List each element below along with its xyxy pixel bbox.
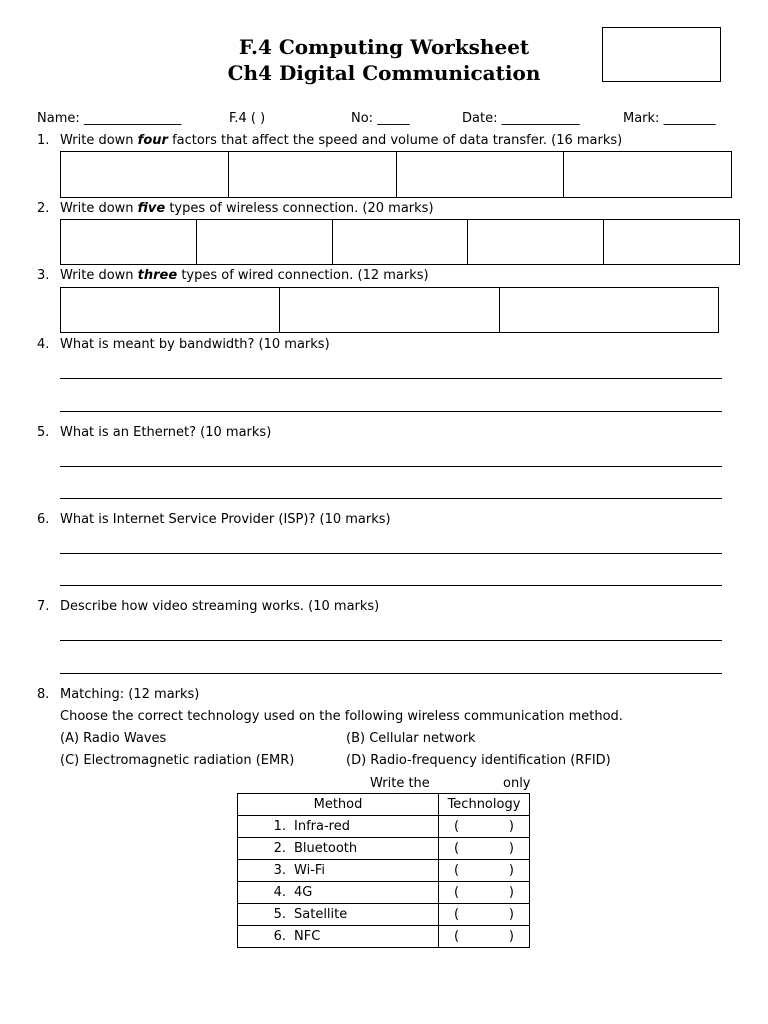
- answer-boxes-q2: [60, 219, 740, 265]
- table-row: [238, 904, 530, 926]
- question-number: 2.: [37, 201, 50, 216]
- number-field: No: _____: [351, 111, 410, 126]
- answer-boxes-q1: [60, 151, 732, 198]
- name-field: Name: _______________: [37, 111, 182, 126]
- answer-line[interactable]: [60, 585, 722, 586]
- technology-answer[interactable]: ( ): [439, 816, 530, 838]
- answer-line[interactable]: [60, 466, 722, 467]
- table-row: [238, 882, 530, 904]
- question-text: Write down three types of wired connection. (12 marks): [60, 268, 429, 283]
- method-cell: 2. Bluetooth: [238, 838, 439, 860]
- answer-box[interactable]: [61, 220, 196, 264]
- answer-line[interactable]: [60, 673, 722, 674]
- answer-boxes-q3: [60, 287, 719, 333]
- question-text: Write down five types of wireless connection. (20 marks): [60, 201, 434, 216]
- mark-field: Mark: ________: [623, 111, 716, 126]
- answer-box[interactable]: [228, 152, 396, 197]
- technology-answer[interactable]: ( ): [439, 860, 530, 882]
- answer-box[interactable]: [603, 220, 739, 264]
- answer-box[interactable]: [467, 220, 603, 264]
- technology-answer[interactable]: ( ): [439, 904, 530, 926]
- question-number: 1.: [37, 133, 50, 148]
- technology-answer[interactable]: ( ): [439, 926, 530, 948]
- write-instruction-suffix: only: [503, 776, 531, 791]
- question-number: 5.: [37, 425, 50, 440]
- answer-box[interactable]: [61, 152, 228, 197]
- worksheet-title-line2: Ch4 Digital Communication: [227, 61, 541, 85]
- question-text: What is an Ethernet? (10 marks): [60, 425, 272, 440]
- method-cell: 3. Wi-Fi: [238, 860, 439, 882]
- option-b: (B) Cellular network: [346, 731, 476, 746]
- method-cell: 1. Infra-red: [238, 816, 439, 838]
- answer-box[interactable]: [196, 220, 332, 264]
- write-instruction-prefix: Write the: [370, 776, 430, 791]
- answer-line[interactable]: [60, 498, 722, 499]
- question-number: 4.: [37, 337, 50, 352]
- option-c: (C) Electromagnetic radiation (EMR): [60, 753, 295, 768]
- question-text: Matching: (12 marks): [60, 687, 200, 702]
- answer-line[interactable]: [60, 411, 722, 412]
- question-number: 6.: [37, 512, 50, 527]
- mark-box: [602, 27, 721, 82]
- table-row: [238, 838, 530, 860]
- worksheet-title-line1: F.4 Computing Worksheet: [238, 35, 530, 59]
- option-a: (A) Radio Waves: [60, 731, 167, 746]
- answer-box[interactable]: [332, 220, 468, 264]
- answer-box[interactable]: [563, 152, 731, 197]
- answer-line[interactable]: [60, 553, 722, 554]
- table-row: [238, 816, 530, 838]
- table-row: [238, 926, 530, 948]
- answer-line[interactable]: [60, 378, 722, 379]
- question-number: 8.: [37, 687, 50, 702]
- answer-box[interactable]: [279, 288, 498, 332]
- matching-table: [237, 793, 530, 948]
- option-d: (D) Radio-frequency identification (RFID): [346, 753, 611, 768]
- matching-instruction: Choose the correct technology used on the following wireless communication method.: [60, 709, 623, 724]
- question-number: 7.: [37, 599, 50, 614]
- technology-answer[interactable]: ( ): [439, 838, 530, 860]
- table-header-row: [238, 794, 530, 816]
- question-text: What is meant by bandwidth? (10 marks): [60, 337, 330, 352]
- question-number: 3.: [37, 268, 50, 283]
- technology-header: Technology: [439, 794, 530, 816]
- answer-box[interactable]: [499, 288, 718, 332]
- method-cell: 6. NFC: [238, 926, 439, 948]
- date-field: Date: ____________: [462, 111, 580, 126]
- question-text: Write down four factors that affect the speed and volume of data transfer. (16 marks): [60, 133, 623, 148]
- answer-line[interactable]: [60, 640, 722, 641]
- answer-box[interactable]: [396, 152, 564, 197]
- answer-box[interactable]: [61, 288, 279, 332]
- method-cell: 4. 4G: [238, 882, 439, 904]
- method-header: Method: [238, 794, 439, 816]
- question-text: What is Internet Service Provider (ISP)? (10 marks): [60, 512, 391, 527]
- table-row: [238, 860, 530, 882]
- technology-answer[interactable]: ( ): [439, 882, 530, 904]
- question-text: Describe how video streaming works. (10 marks): [60, 599, 380, 614]
- class-field: F.4 ( ): [229, 111, 266, 126]
- method-cell: 5. Satellite: [238, 904, 439, 926]
